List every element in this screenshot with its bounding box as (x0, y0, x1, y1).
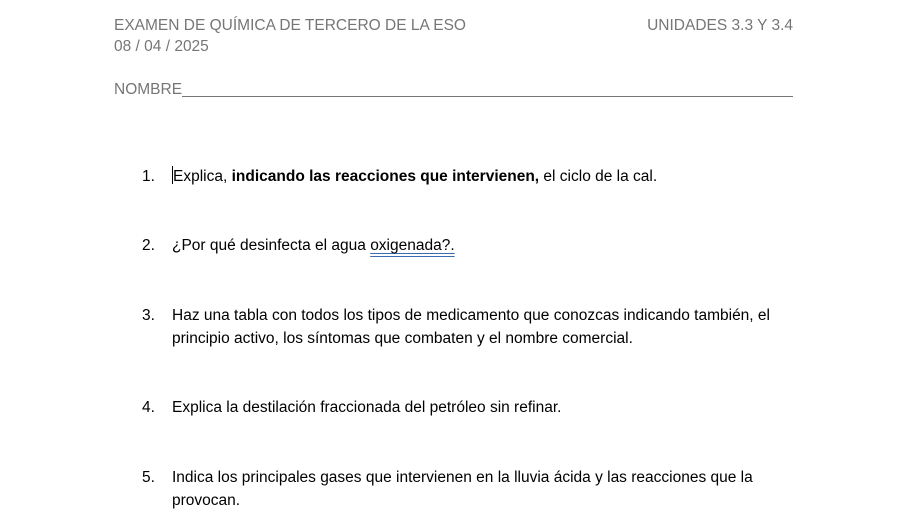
question-text-start: ¿Por qué desinfecta el agua (172, 237, 371, 254)
name-label: NOMBRE (114, 81, 183, 98)
question-number: 3. (142, 307, 155, 324)
question-text[interactable]: Explica la destilación fraccionada del petróleo sin refinar. (172, 399, 562, 416)
exam-title: EXAMEN DE QUÍMICA DE TERCERO DE LA ESO (114, 17, 466, 34)
exam-units: UNIDADES 3.3 Y 3.4 (647, 17, 793, 34)
exam-date: 08 / 04 / 2025 (114, 38, 209, 55)
question-number: 2. (142, 237, 155, 254)
question-text-start: Explica, (173, 168, 232, 185)
question-text[interactable]: Haz una tabla con todos los tipos de medicamento que conozcas indicando también, el principio activo, los síntomas que combaten y el nombre comercial. (172, 307, 770, 347)
question-text[interactable] (172, 234, 797, 257)
question-number: 4. (142, 399, 155, 416)
question-text[interactable] (172, 165, 797, 188)
question-text-end: el ciclo de la cal. (539, 168, 658, 185)
name-field-row (114, 80, 793, 100)
grammar-flagged-word[interactable]: oxigenada?. (370, 237, 455, 254)
question-text[interactable]: Indica los principales gases que intervienen en la lluvia ácida y las reacciones que la provocan. (172, 469, 753, 509)
question-text-bold: indicando las reacciones que intervienen, (231, 168, 540, 185)
question-number: 5. (142, 469, 155, 486)
name-underline[interactable] (182, 96, 793, 97)
question-number: 1. (142, 168, 155, 185)
